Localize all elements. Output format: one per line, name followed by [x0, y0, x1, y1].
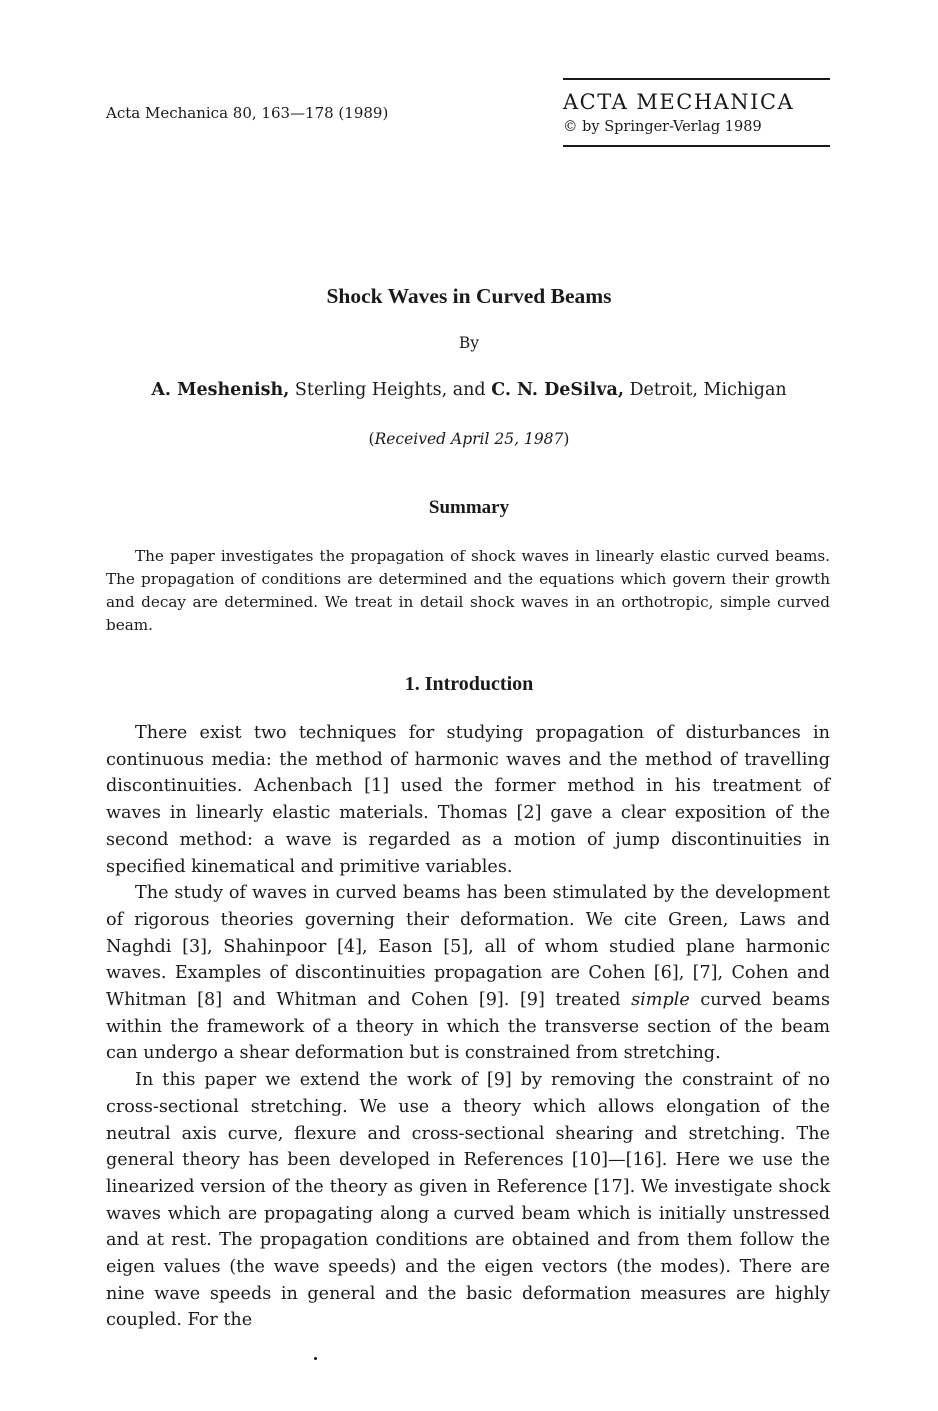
- author-2-location: Detroit, Michigan: [623, 380, 787, 400]
- received-date: [0, 430, 938, 448]
- summary-heading: Summary: [428, 497, 510, 518]
- article-title: Shock Waves in Curved Beams: [326, 284, 612, 308]
- journal-reference: Acta Mechanica 80, 163—178 (1989): [106, 104, 389, 122]
- byline-by: By: [458, 334, 480, 352]
- received-text: Received April 25, 1987: [374, 430, 564, 448]
- scan-speck: [314, 1357, 317, 1360]
- intro-paragraph-2-emphasis: simple: [631, 990, 690, 1011]
- intro-paragraph-2-part-b: curved beams within the framework of a theory in which the transverse section of the beam can undergo a shear deformation but is constrained from stretching.: [106, 990, 830, 1064]
- masthead-copyright: © by Springer-Verlag 1989: [563, 119, 762, 135]
- author-1-name: A. Meshenish,: [151, 380, 290, 400]
- author-2-name: C. N. DeSilva,: [491, 380, 624, 400]
- introduction-body: [106, 720, 830, 1334]
- summary-text: The paper investigates the propagation of shock waves in linearly elastic curved beams. The propagation of conditions are determined and the equations which govern their growth and decay are determined. We treat in detail shock waves in an orthotropic, simple curved beam.: [106, 547, 830, 634]
- author-1-location: Sterling Heights, and: [289, 380, 492, 400]
- introduction-heading: 1. Introduction: [404, 673, 534, 695]
- intro-paragraph-3: In this paper we extend the work of [9] by removing the constraint of no cross-sectional stretching. We use a theory which allows elongation of the neutral axis curve, flexure and cross-sectional shearing and stretching. The general theory has been developed in References [10]—[16]. Here we use the linearized version of the theory as given in Reference [17]. We investigate shock waves which are propagating along a curved beam which is initially unstressed and at rest. The propagation conditions are obtained and from them follow the eigen values (the wave speeds) and the eigen vectors (the modes). There are nine wave speeds in general and the basic deformation measures are highly coupled. For the: [106, 1070, 830, 1331]
- summary-body: [106, 545, 830, 637]
- journal-masthead: [563, 78, 830, 147]
- masthead-title: ACTA MECHANICA: [563, 90, 795, 114]
- intro-paragraph-1: There exist two techniques for studying propagation of disturbances in continuous media: the method of harmonic waves and the method of travelling discontinuities. Achenbach [1] used the former method in his treatment of waves in linearly elastic materials. Thomas [2] gave a clear exposition of the second method: a wave is regarded as a motion of jump discontinuities in specified kinematical and primitive variables.: [106, 723, 830, 877]
- author-line: [0, 380, 938, 400]
- intro-paragraph-2-part-a: The study of waves in curved beams has been stimulated by the development of rigorous theories governing their deformation. We cite Green, Laws and Naghdi [3], Shahinpoor [4], Eason [5], all of whom studied plane harmonic waves. Examples of discontinuities propagation are Cohen [6], [7], Cohen and Whitman [8] and Whitman and Cohen [9]. [9] treated: [106, 883, 830, 1011]
- intro-paragraph-2: [106, 880, 830, 1067]
- received-paren-open: (: [368, 430, 375, 448]
- received-paren-close: ): [563, 430, 570, 448]
